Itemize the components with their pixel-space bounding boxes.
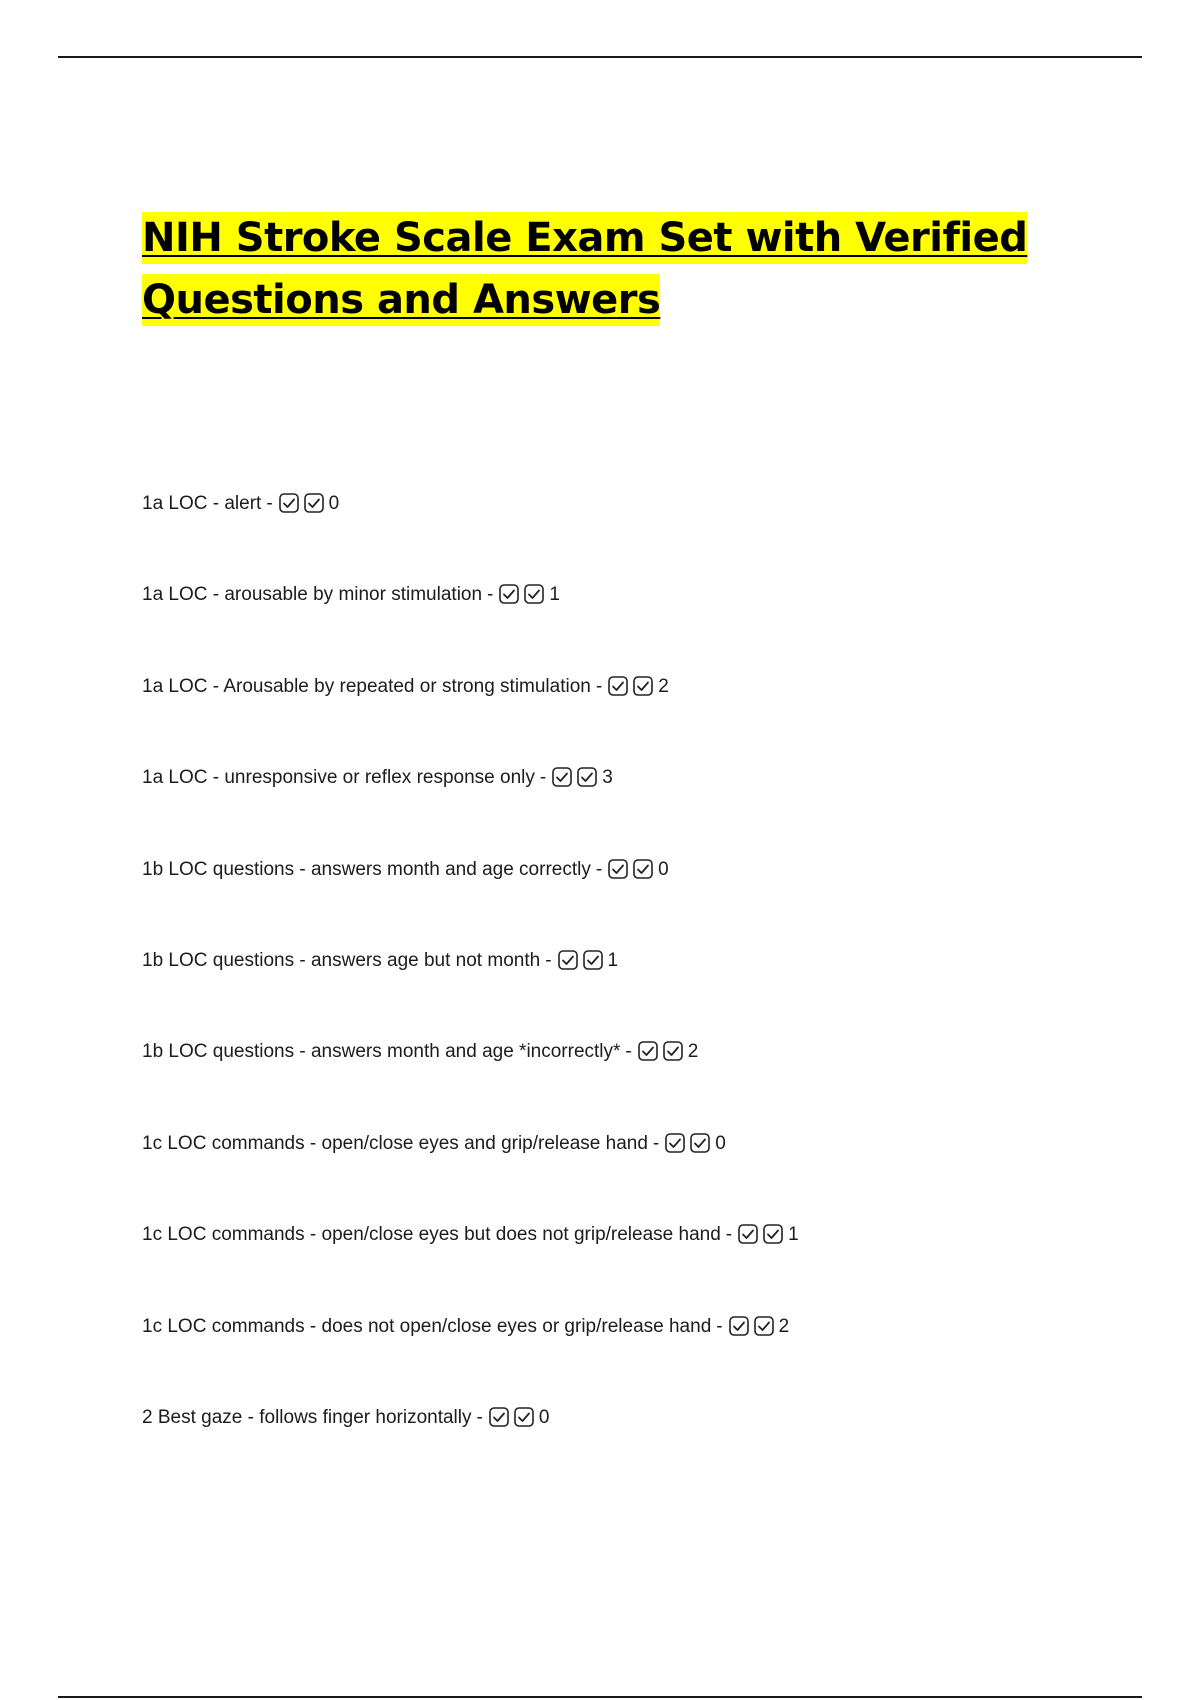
checkbox-checked-icon	[663, 1041, 683, 1061]
checkbox-checked-icon	[763, 1224, 783, 1244]
answer-value: 1	[788, 1224, 799, 1246]
qa-item	[142, 1403, 1142, 1494]
separator: -	[595, 675, 603, 697]
separator: -	[539, 767, 547, 789]
question-text: 1a LOC - arousable by minor stimulation	[142, 584, 483, 606]
qa-item	[142, 672, 1142, 763]
footer-rule	[58, 1696, 1142, 1698]
question-text: 1c LOC commands - does not open/close eyes or grip/release hand	[142, 1315, 712, 1337]
question-text: 1c LOC commands - open/close eyes and grip/release hand	[142, 1132, 648, 1154]
qa-item	[142, 489, 1142, 580]
separator: -	[545, 949, 552, 971]
separator: -	[725, 1224, 733, 1246]
qa-item	[142, 1312, 1142, 1403]
title-line-2: Questions and Answers	[142, 274, 660, 326]
header-rule	[58, 56, 1142, 58]
qa-item	[142, 763, 1142, 854]
separator: -	[625, 1041, 632, 1063]
checkbox-checked-icon	[738, 1224, 758, 1244]
question-text: 1a LOC - unresponsive or reflex response only	[142, 767, 535, 789]
checkbox-checked-icon	[754, 1316, 774, 1336]
qa-item	[142, 946, 1142, 1037]
separator: -	[595, 858, 603, 880]
checkbox-checked-icon	[665, 1133, 685, 1153]
separator: -	[476, 1406, 483, 1428]
question-text: 1b LOC questions - answers month and age *incorrectly*	[142, 1041, 621, 1063]
checkbox-checked-icon	[638, 1041, 658, 1061]
question-text: 1c LOC commands - open/close eyes but does not grip/release hand	[142, 1224, 721, 1246]
checkbox-checked-icon	[608, 676, 628, 696]
title-line-1: NIH Stroke Scale Exam Set with Verified	[142, 212, 1027, 264]
question-text: 2 Best gaze - follows finger horizontally	[142, 1406, 472, 1428]
answer-value: 2	[658, 675, 669, 697]
checkbox-checked-icon	[279, 493, 299, 513]
question-answer-list	[142, 489, 1142, 1494]
checkbox-checked-icon	[577, 767, 597, 787]
checkbox-checked-icon	[489, 1407, 509, 1427]
checkbox-checked-icon	[729, 1316, 749, 1336]
separator: -	[487, 584, 494, 606]
checkbox-checked-icon	[514, 1407, 534, 1427]
checkbox-checked-icon	[304, 493, 324, 513]
checkbox-checked-icon	[608, 859, 628, 879]
answer-value: 2	[778, 1315, 790, 1337]
checkbox-checked-icon	[633, 676, 653, 696]
answer-value: 0	[538, 1406, 550, 1428]
checkbox-checked-icon	[558, 950, 578, 970]
checkbox-checked-icon	[633, 859, 653, 879]
question-text: 1b LOC questions - answers age but not month	[142, 949, 541, 971]
separator: -	[652, 1132, 660, 1154]
checkbox-checked-icon	[499, 584, 519, 604]
qa-item	[142, 580, 1142, 671]
checkbox-checked-icon	[690, 1133, 710, 1153]
checkbox-checked-icon	[524, 584, 544, 604]
answer-value: 3	[602, 767, 613, 789]
qa-item	[142, 1220, 1142, 1311]
qa-item	[142, 1037, 1142, 1128]
separator: -	[266, 493, 273, 514]
qa-item	[142, 855, 1142, 946]
question-text: 1a LOC - alert	[142, 493, 262, 514]
answer-value: 2	[687, 1041, 699, 1063]
answer-value: 1	[549, 584, 560, 606]
separator: -	[716, 1315, 723, 1337]
checkbox-checked-icon	[583, 950, 603, 970]
checkbox-checked-icon	[552, 767, 572, 787]
qa-item	[142, 1129, 1142, 1220]
answer-value: 0	[658, 858, 669, 880]
answer-value: 0	[715, 1132, 726, 1154]
answer-value: 1	[607, 949, 619, 971]
document-title	[142, 212, 1042, 336]
answer-value: 0	[328, 493, 340, 514]
question-text: 1a LOC - Arousable by repeated or strong stimulation	[142, 675, 591, 697]
question-text: 1b LOC questions - answers month and age correctly	[142, 858, 591, 880]
